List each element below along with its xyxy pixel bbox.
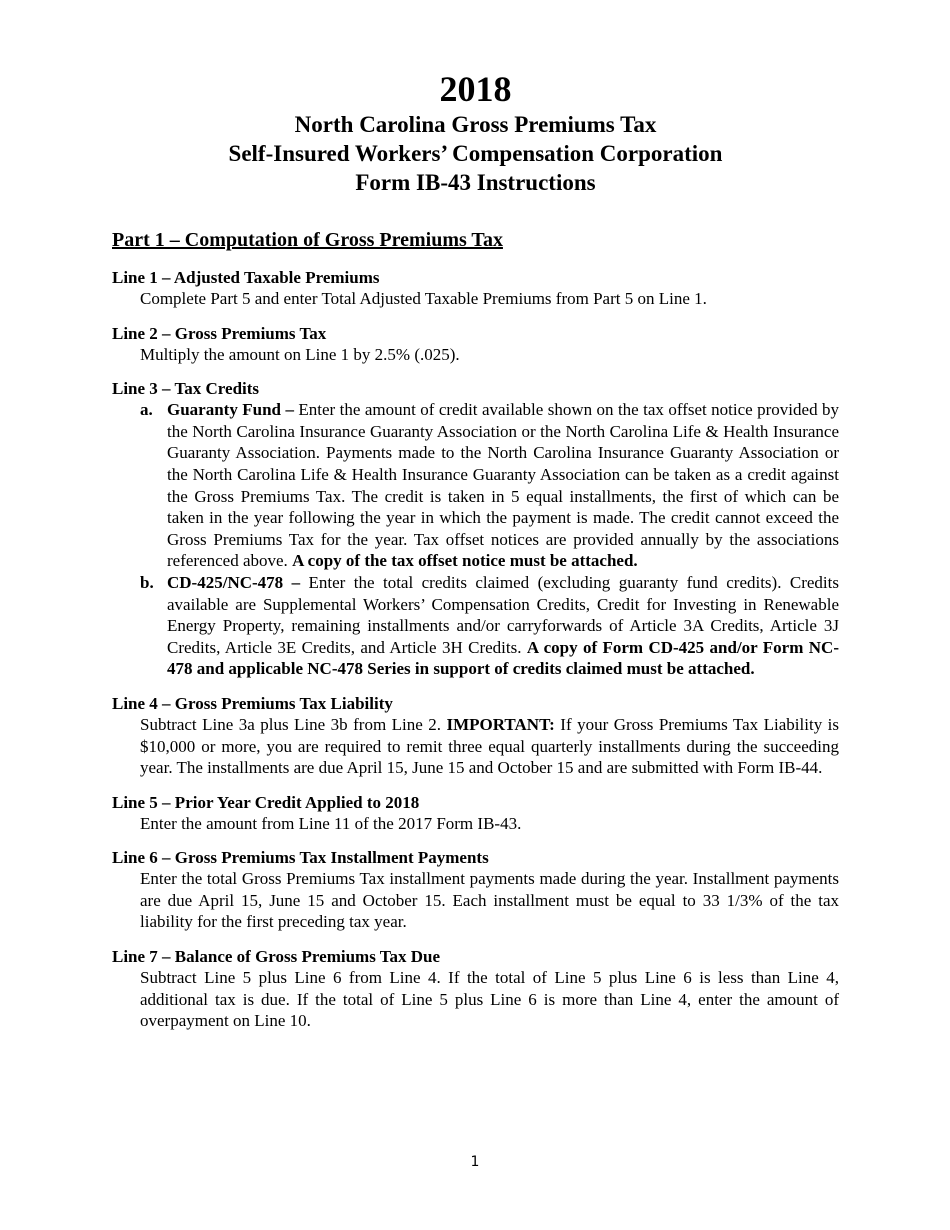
tax-year: 2018	[439, 69, 512, 109]
cd425-nc478-description: Enter the total credits claimed (excluding guaranty fund credits). Credits available are Supplemental Workers’ Compensation Credits, Credit for Investing in Renewable Energy Property, remaining installments and/or carryforwards of Article 3A Credits, Article 3J Credits, Article 3E Credits, and Article 3H Credits.	[167, 572, 839, 657]
line-2-body: Multiply the amount on Line 1 by 2.5% (.025).	[140, 344, 460, 364]
line-6-section	[112, 847, 839, 933]
title-line-1: North Carolina Gross Premiums Tax	[294, 112, 657, 137]
line-7-heading: Line 7 – Balance of Gross Premiums Tax Due	[112, 947, 441, 967]
line-2-heading: Line 2 – Gross Premiums Tax	[112, 323, 327, 343]
line-4-heading: Line 4 – Gross Premiums Tax Liability	[112, 693, 393, 713]
line-6-body: Enter the total Gross Premiums Tax installment payments made during the year. Installment payments are due April 15, June 15 and October 15. Each installment must be equal to 33 1/3% of the tax liability for the first preceding tax year.	[140, 869, 839, 932]
page-number: 1	[470, 1154, 480, 1170]
line-3-credit-list	[140, 399, 839, 680]
title-line-3: Form IB-43 Instructions	[355, 170, 596, 195]
part-1-heading: Part 1 – Computation of Gross Premiums Tax	[112, 229, 503, 251]
line-5-section	[112, 792, 839, 835]
cd425-nc478-attachment-note: A copy of Form CD-425 and/or Form NC-478 and applicable NC-478 Series in support of credits claimed must be attached.	[167, 637, 839, 679]
item-letter-b: b.	[140, 572, 154, 592]
line-5-heading: Line 5 – Prior Year Credit Applied to 2018	[112, 792, 420, 812]
line-2-section	[112, 323, 839, 366]
item-letter-a: a.	[140, 400, 153, 420]
line-7-section	[112, 946, 839, 1032]
line-1-heading: Line 1 – Adjusted Taxable Premiums	[112, 268, 380, 287]
line-4-body-end: If your Gross Premiums Tax Liability is $10,000 or more, you are required to remit three equal quarterly installments during the succeeding year. The installments are due April 15, June 15 and October 15 and are submitted with Form IB-44.	[140, 714, 839, 778]
line-4-body	[140, 714, 839, 779]
line-3a-item	[140, 399, 839, 572]
line-7-body: Subtract Line 5 plus Line 6 from Line 4. If the total of Line 5 plus Line 6 is less than Line 4, additional tax is due. If the total of Line 5 plus Line 6 is more than Line 4, enter the amount of overpayment on Line 10.	[140, 968, 839, 1031]
line-3b-item	[140, 572, 839, 680]
guaranty-fund-description: Enter the amount of credit available shown on the tax offset notice provided by the North Carolina Insurance Guaranty Association or the North Carolina Life & Health Insurance Guaranty Association. Payments made to the North Carolina Insurance Guaranty Association or the North Carolina Life & Health Insurance Guaranty Association can be taken as a credit against the Gross Premiums Tax. The credit is taken in 5 equal installments, the first of which can be taken in the year following the year in which the payment is made. The credit cannot exceed the Gross Premiums Tax for the year. Tax offset notices are provided annually by the associations referenced above.	[167, 400, 839, 571]
line-1-section	[112, 267, 839, 310]
line-3-section	[112, 378, 839, 680]
line-6-heading: Line 6 – Gross Premiums Tax Installment Payments	[112, 848, 489, 868]
line-3b-text	[167, 572, 839, 680]
document-page	[112, 68, 839, 1032]
important-label: IMPORTANT:	[446, 714, 555, 734]
line-4-body-start: Subtract Line 3a plus Line 3b from Line 2.	[140, 714, 447, 734]
line-3-heading: Line 3 – Tax Credits	[112, 379, 260, 399]
document-header	[112, 68, 839, 197]
guaranty-fund-label: Guaranty Fund –	[167, 400, 294, 420]
title-line-2: Self-Insured Workers’ Compensation Corporation	[228, 141, 723, 166]
line-4-section	[112, 693, 839, 779]
cd425-nc478-label: CD-425/NC-478 –	[167, 572, 301, 592]
line-1-body: Complete Part 5 and enter Total Adjusted Taxable Premiums from Part 5 on Line 1.	[140, 289, 707, 308]
line-3a-text	[167, 399, 839, 572]
guaranty-fund-attachment-note: A copy of the tax offset notice must be attached.	[292, 551, 638, 571]
line-5-body: Enter the amount from Line 11 of the 2017 Form IB-43.	[140, 813, 522, 833]
